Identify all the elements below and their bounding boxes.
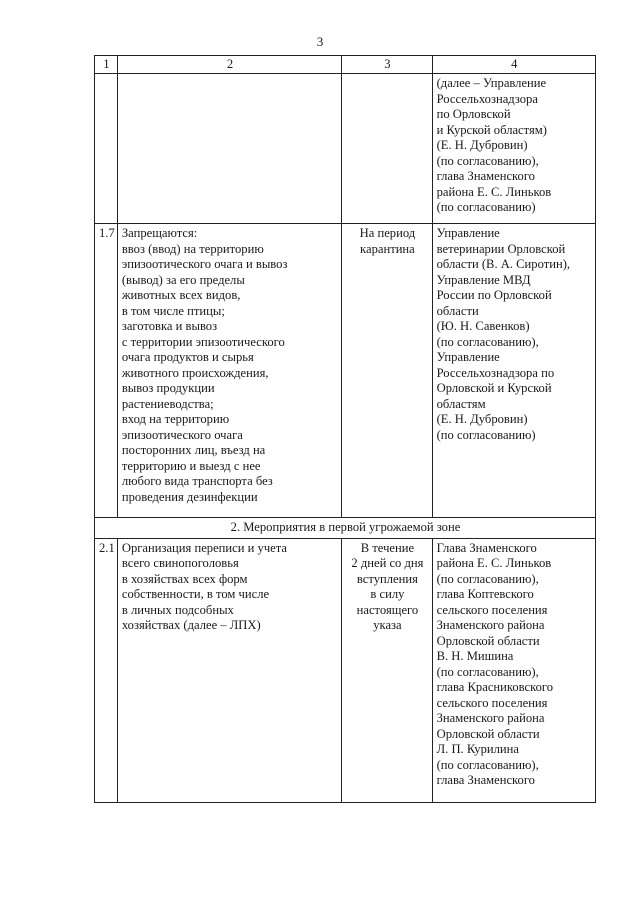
cell-text-line: настоящего <box>356 602 419 617</box>
cell-text-line: глава Коптевского <box>436 587 534 601</box>
cell-text-line: в хозяйствах всех форм <box>121 571 248 586</box>
cell-text-line: Управление <box>436 226 500 240</box>
cell-text-line: вступления <box>356 571 418 586</box>
measure-cell <box>117 224 341 518</box>
cell-text-line: указа <box>373 618 402 632</box>
cell-text-line: (по согласованию), <box>436 334 539 349</box>
cell-text-line: Россельхознадзора <box>436 91 538 106</box>
header-col-4: 4 <box>432 56 595 74</box>
cell-text-line: (по согласованию) <box>436 427 536 442</box>
responsible-cell <box>432 538 595 802</box>
cell-text-line: заготовка и вывоз <box>121 319 218 333</box>
cell-text-line: глава Знаменского <box>436 773 535 787</box>
cell-text-line: очага продуктов и сырья <box>121 350 254 364</box>
cell-text-line: вход на территорию <box>121 412 230 426</box>
period-cell <box>342 538 432 802</box>
cell-text-line: Управление МВД <box>436 272 531 287</box>
cell-text-line: Россельхознадзора по <box>436 365 555 380</box>
period-cell <box>342 224 432 518</box>
cell-text-line: проведения дезинфекции <box>121 489 258 504</box>
cell-text-line: глава Красниковского <box>436 680 554 694</box>
cell-text-line: собственности, в том числе <box>121 587 270 601</box>
cell-text-line: сельского поселения <box>436 602 548 617</box>
cell-text-line: На период <box>359 226 416 240</box>
cell-text-line: (далее – Управление <box>436 76 547 90</box>
row-number <box>95 74 118 224</box>
cell-text-line: животного происхождения, <box>121 365 269 380</box>
cell-text-line: Глава Знаменского <box>436 540 537 555</box>
cell-text-line: (Е. Н. Дубровин) <box>436 138 528 152</box>
cell-text-line: эпизоотического очага и вывоз <box>121 257 288 271</box>
cell-text-line: территорию и выезд с нее <box>121 458 261 473</box>
cell-text-line: посторонних лиц, въезд на <box>121 443 266 457</box>
table-header-row <box>95 56 596 74</box>
cell-text-line: в том числе птицы; <box>121 303 225 318</box>
cell-text-line: животных всех видов, <box>121 288 241 302</box>
header-col-1: 1 <box>95 56 118 74</box>
cell-text-line: областям <box>436 396 486 411</box>
cell-text-line: карантина <box>360 241 415 256</box>
cell-text-line: Орловской области <box>436 633 540 648</box>
cell-text-line: эпизоотического очага <box>121 427 243 442</box>
cell-text-line: Орловской области <box>436 726 540 741</box>
row-number: 2.1 <box>95 538 118 802</box>
row-number: 1.7 <box>95 224 118 518</box>
cell-text-line: Л. П. Курилина <box>436 742 519 756</box>
measure-cell <box>117 74 341 224</box>
header-col-3: 3 <box>342 56 432 74</box>
cell-text-line: (по согласованию), <box>436 571 539 586</box>
cell-text-line: в личных подсобных <box>121 602 234 617</box>
measure-cell <box>117 538 341 802</box>
cell-text-line: (по согласованию), <box>436 757 539 772</box>
cell-text-line: всего свинопоголовья <box>121 556 239 570</box>
section-title: 2. Мероприятия в первой угрожаемой зоне <box>95 518 596 539</box>
cell-text-line: (вывод) за его пределы <box>121 272 245 287</box>
cell-text-line: хозяйствах (далее – ЛПХ) <box>121 618 261 632</box>
cell-text-line: области (В. А. Сиротин), <box>436 257 571 271</box>
cell-text-line: В течение <box>360 540 415 555</box>
period-cell <box>342 74 432 224</box>
cell-text-line: (по согласованию), <box>436 153 539 168</box>
cell-text-line: (Е. Н. Дубровин) <box>436 412 528 426</box>
cell-text-line: вывоз продукции <box>121 381 215 395</box>
cell-text-line: России по Орловской <box>436 288 552 302</box>
cell-text-line: В. Н. Мишина <box>436 649 514 663</box>
cell-text-line: Организация переписи и учета <box>121 540 287 555</box>
measures-table <box>94 55 596 803</box>
cell-text-line: по Орловской <box>436 107 511 121</box>
header-col-2: 2 <box>117 56 341 74</box>
cell-text-line: (Ю. Н. Савенков) <box>436 319 530 333</box>
cell-text-line: района Е. С. Линьков <box>436 556 552 570</box>
cell-text-line: Запрещаются: <box>121 226 198 240</box>
page-number: 3 <box>316 34 324 49</box>
cell-text-line: (по согласованию), <box>436 664 539 679</box>
cell-text-line: ветеринарии Орловской <box>436 241 566 256</box>
cell-text-line: Знаменского района <box>436 711 545 725</box>
cell-text-line: Орловской и Курской <box>436 381 552 395</box>
cell-text-line: ввоз (ввод) на территорию <box>121 241 264 256</box>
cell-text-line: глава Знаменского <box>436 169 535 183</box>
cell-text-line: 2 дней со дня <box>351 556 424 570</box>
cell-text-line: с территории эпизоотического <box>121 334 285 349</box>
cell-text-line: Знаменского района <box>436 618 545 632</box>
cell-text-line: сельского поселения <box>436 695 548 710</box>
table-row <box>95 224 596 518</box>
table-row <box>95 538 596 802</box>
cell-text-line: и Курской областям) <box>436 122 547 137</box>
cell-text-line: района Е. С. Линьков <box>436 184 552 199</box>
table-row <box>95 74 596 224</box>
cell-text-line: в силу <box>370 587 405 601</box>
responsible-cell <box>432 74 595 224</box>
cell-text-line: области <box>436 303 479 318</box>
cell-text-line: растениеводства; <box>121 396 214 411</box>
responsible-cell <box>432 224 595 518</box>
cell-text-line: (по согласованию) <box>436 200 536 214</box>
cell-text-line: Управление <box>436 350 500 364</box>
section-row <box>95 518 596 539</box>
cell-text-line: любого вида транспорта без <box>121 474 273 488</box>
